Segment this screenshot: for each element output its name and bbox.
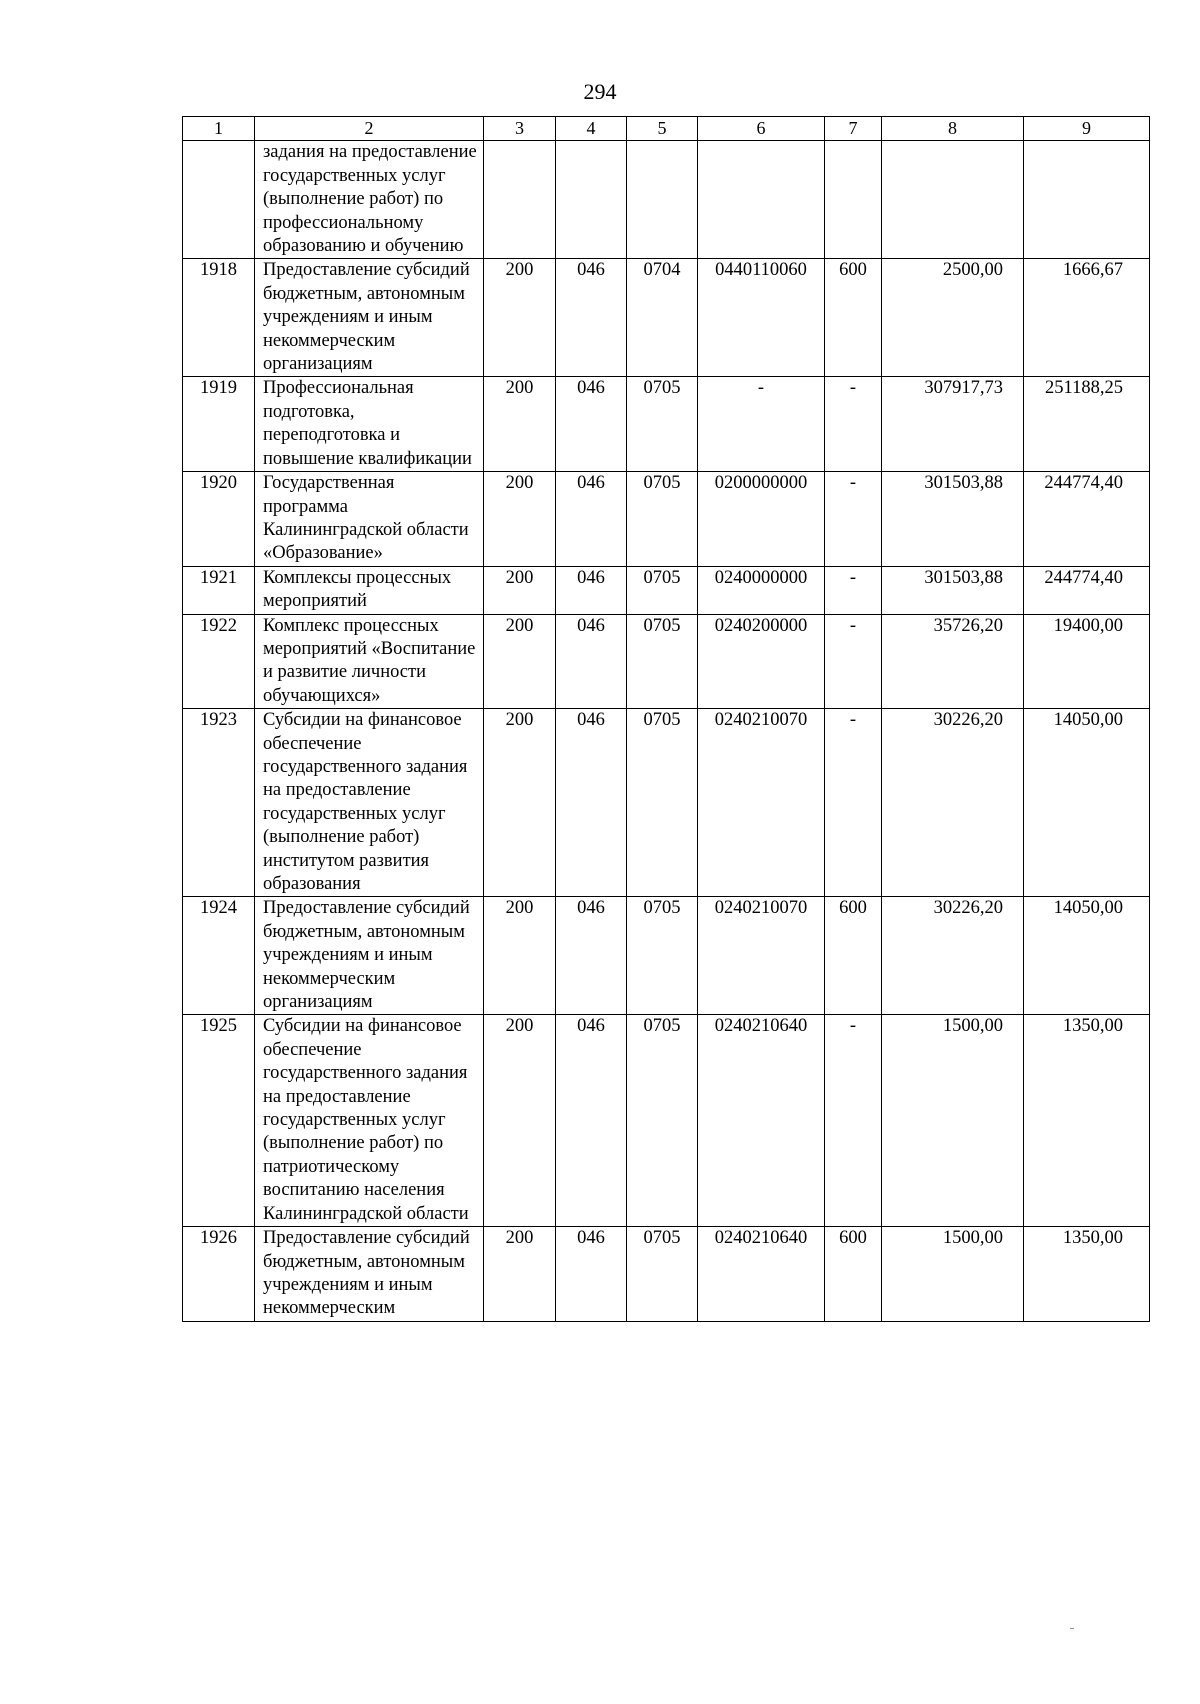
row-name: Предоставление субсидий бюджетным, автономным учреждениям и иным некоммерческим организациям [255, 897, 484, 1015]
cell-col4: 046 [556, 377, 627, 472]
cell-col4: 046 [556, 566, 627, 614]
cell-col7: - [825, 377, 882, 472]
header-cell: 2 [255, 117, 484, 141]
cell-col7: - [825, 1015, 882, 1227]
table-row [183, 1227, 1150, 1322]
header-cell: 4 [556, 117, 627, 141]
cell-col7: 600 [825, 1227, 882, 1322]
page-number: 294 [583, 79, 617, 104]
cell-col5: 0705 [627, 1227, 698, 1322]
row-name: Комплексы процессных мероприятий [255, 566, 484, 614]
cell-col5: 0705 [627, 897, 698, 1015]
cell-col3: 200 [484, 259, 556, 377]
cell-col6: 0240210070 [698, 897, 825, 1015]
table-row [183, 709, 1150, 897]
cell-col5: 0705 [627, 709, 698, 897]
cell-col9: 1350,00 [1024, 1015, 1150, 1227]
header-cell: 6 [698, 117, 825, 141]
cell-col3: 200 [484, 1227, 556, 1322]
header-cell: 5 [627, 117, 698, 141]
cell-col6: 0240000000 [698, 566, 825, 614]
row-number: 1918 [183, 259, 255, 377]
cell-col9: 14050,00 [1024, 897, 1150, 1015]
table-row [183, 141, 1150, 259]
cell-col5: 0705 [627, 566, 698, 614]
cell-col6: - [698, 377, 825, 472]
row-number: 1921 [183, 566, 255, 614]
cell-col6: 0240200000 [698, 614, 825, 709]
cell-col7: 600 [825, 259, 882, 377]
cell-col4: 046 [556, 259, 627, 377]
row-number: 1926 [183, 1227, 255, 1322]
cell-col8: 30226,20 [882, 897, 1024, 1015]
row-name: Комплекс процессных мероприятий «Воспитание и развитие личности обучающихся» [255, 614, 484, 709]
cell-col5: 0705 [627, 614, 698, 709]
row-number: 1919 [183, 377, 255, 472]
scan-speck [1070, 1628, 1074, 1629]
row-name: Профессиональная подготовка, переподготовка и повышение квалификации [255, 377, 484, 472]
header-cell: 1 [183, 117, 255, 141]
cell-col3: 200 [484, 709, 556, 897]
header-cell: 3 [484, 117, 556, 141]
cell-col6: 0240210070 [698, 709, 825, 897]
cell-col9: 251188,25 [1024, 377, 1150, 472]
cell-col7: - [825, 566, 882, 614]
cell-col3: 200 [484, 1015, 556, 1227]
cell-col7: - [825, 614, 882, 709]
cell-col8: 2500,00 [882, 259, 1024, 377]
row-name: задания на предоставление государственных услуг (выполнение работ) по профессиональному образованию и обучению [255, 141, 484, 259]
cell-col3: 200 [484, 377, 556, 472]
cell-col3: 200 [484, 897, 556, 1015]
row-number: 1924 [183, 897, 255, 1015]
row-number: 1923 [183, 709, 255, 897]
cell-col9: 244774,40 [1024, 566, 1150, 614]
row-number: 1922 [183, 614, 255, 709]
cell-col4: 046 [556, 897, 627, 1015]
cell-col7: 600 [825, 897, 882, 1015]
table-row [183, 897, 1150, 1015]
table-row [183, 472, 1150, 567]
cell-col4: 046 [556, 614, 627, 709]
header-row [183, 117, 1150, 141]
cell-col5: 0704 [627, 259, 698, 377]
cell-col8 [882, 141, 1024, 259]
header-cell: 8 [882, 117, 1024, 141]
cell-col7: - [825, 472, 882, 567]
cell-col7 [825, 141, 882, 259]
cell-col5 [627, 141, 698, 259]
budget-table [182, 116, 1150, 1322]
cell-col3: 200 [484, 614, 556, 709]
cell-col8: 1500,00 [882, 1227, 1024, 1322]
cell-col6: 0440110060 [698, 259, 825, 377]
cell-col9: 19400,00 [1024, 614, 1150, 709]
cell-col8: 1500,00 [882, 1015, 1024, 1227]
row-name: Субсидии на финансовое обеспечение государственного задания на предоставление государственных услуг (выполнение работ) институтом развития образования [255, 709, 484, 897]
cell-col4 [556, 141, 627, 259]
cell-col9: 1350,00 [1024, 1227, 1150, 1322]
cell-col3 [484, 141, 556, 259]
cell-col8: 301503,88 [882, 472, 1024, 567]
cell-col8: 35726,20 [882, 614, 1024, 709]
row-number: 1920 [183, 472, 255, 567]
table-row [183, 1015, 1150, 1227]
cell-col4: 046 [556, 1015, 627, 1227]
cell-col8: 307917,73 [882, 377, 1024, 472]
cell-col4: 046 [556, 1227, 627, 1322]
cell-col5: 0705 [627, 1015, 698, 1227]
cell-col5: 0705 [627, 472, 698, 567]
cell-col9: 244774,40 [1024, 472, 1150, 567]
row-number [183, 141, 255, 259]
cell-col6 [698, 141, 825, 259]
cell-col3: 200 [484, 472, 556, 567]
row-number: 1925 [183, 1015, 255, 1227]
cell-col4: 046 [556, 472, 627, 567]
row-name: Предоставление субсидий бюджетным, автономным учреждениям и иным некоммерческим организациям [255, 259, 484, 377]
table-row [183, 614, 1150, 709]
header-cell: 9 [1024, 117, 1150, 141]
cell-col6: 0200000000 [698, 472, 825, 567]
cell-col6: 0240210640 [698, 1015, 825, 1227]
cell-col9 [1024, 141, 1150, 259]
cell-col8: 301503,88 [882, 566, 1024, 614]
cell-col8: 30226,20 [882, 709, 1024, 897]
cell-col7: - [825, 709, 882, 897]
header-cell: 7 [825, 117, 882, 141]
table-row [183, 259, 1150, 377]
table-row [183, 377, 1150, 472]
cell-col5: 0705 [627, 377, 698, 472]
cell-col9: 1666,67 [1024, 259, 1150, 377]
cell-col4: 046 [556, 709, 627, 897]
table-row [183, 566, 1150, 614]
cell-col6: 0240210640 [698, 1227, 825, 1322]
cell-col9: 14050,00 [1024, 709, 1150, 897]
row-name: Государственная программа Калининградской области «Образование» [255, 472, 484, 567]
row-name: Предоставление субсидий бюджетным, автономным учреждениям и иным некоммерческим [255, 1227, 484, 1322]
row-name: Субсидии на финансовое обеспечение государственного задания на предоставление государственных услуг (выполнение работ) по патриотическому воспитанию населения Калининградской области [255, 1015, 484, 1227]
cell-col3: 200 [484, 566, 556, 614]
